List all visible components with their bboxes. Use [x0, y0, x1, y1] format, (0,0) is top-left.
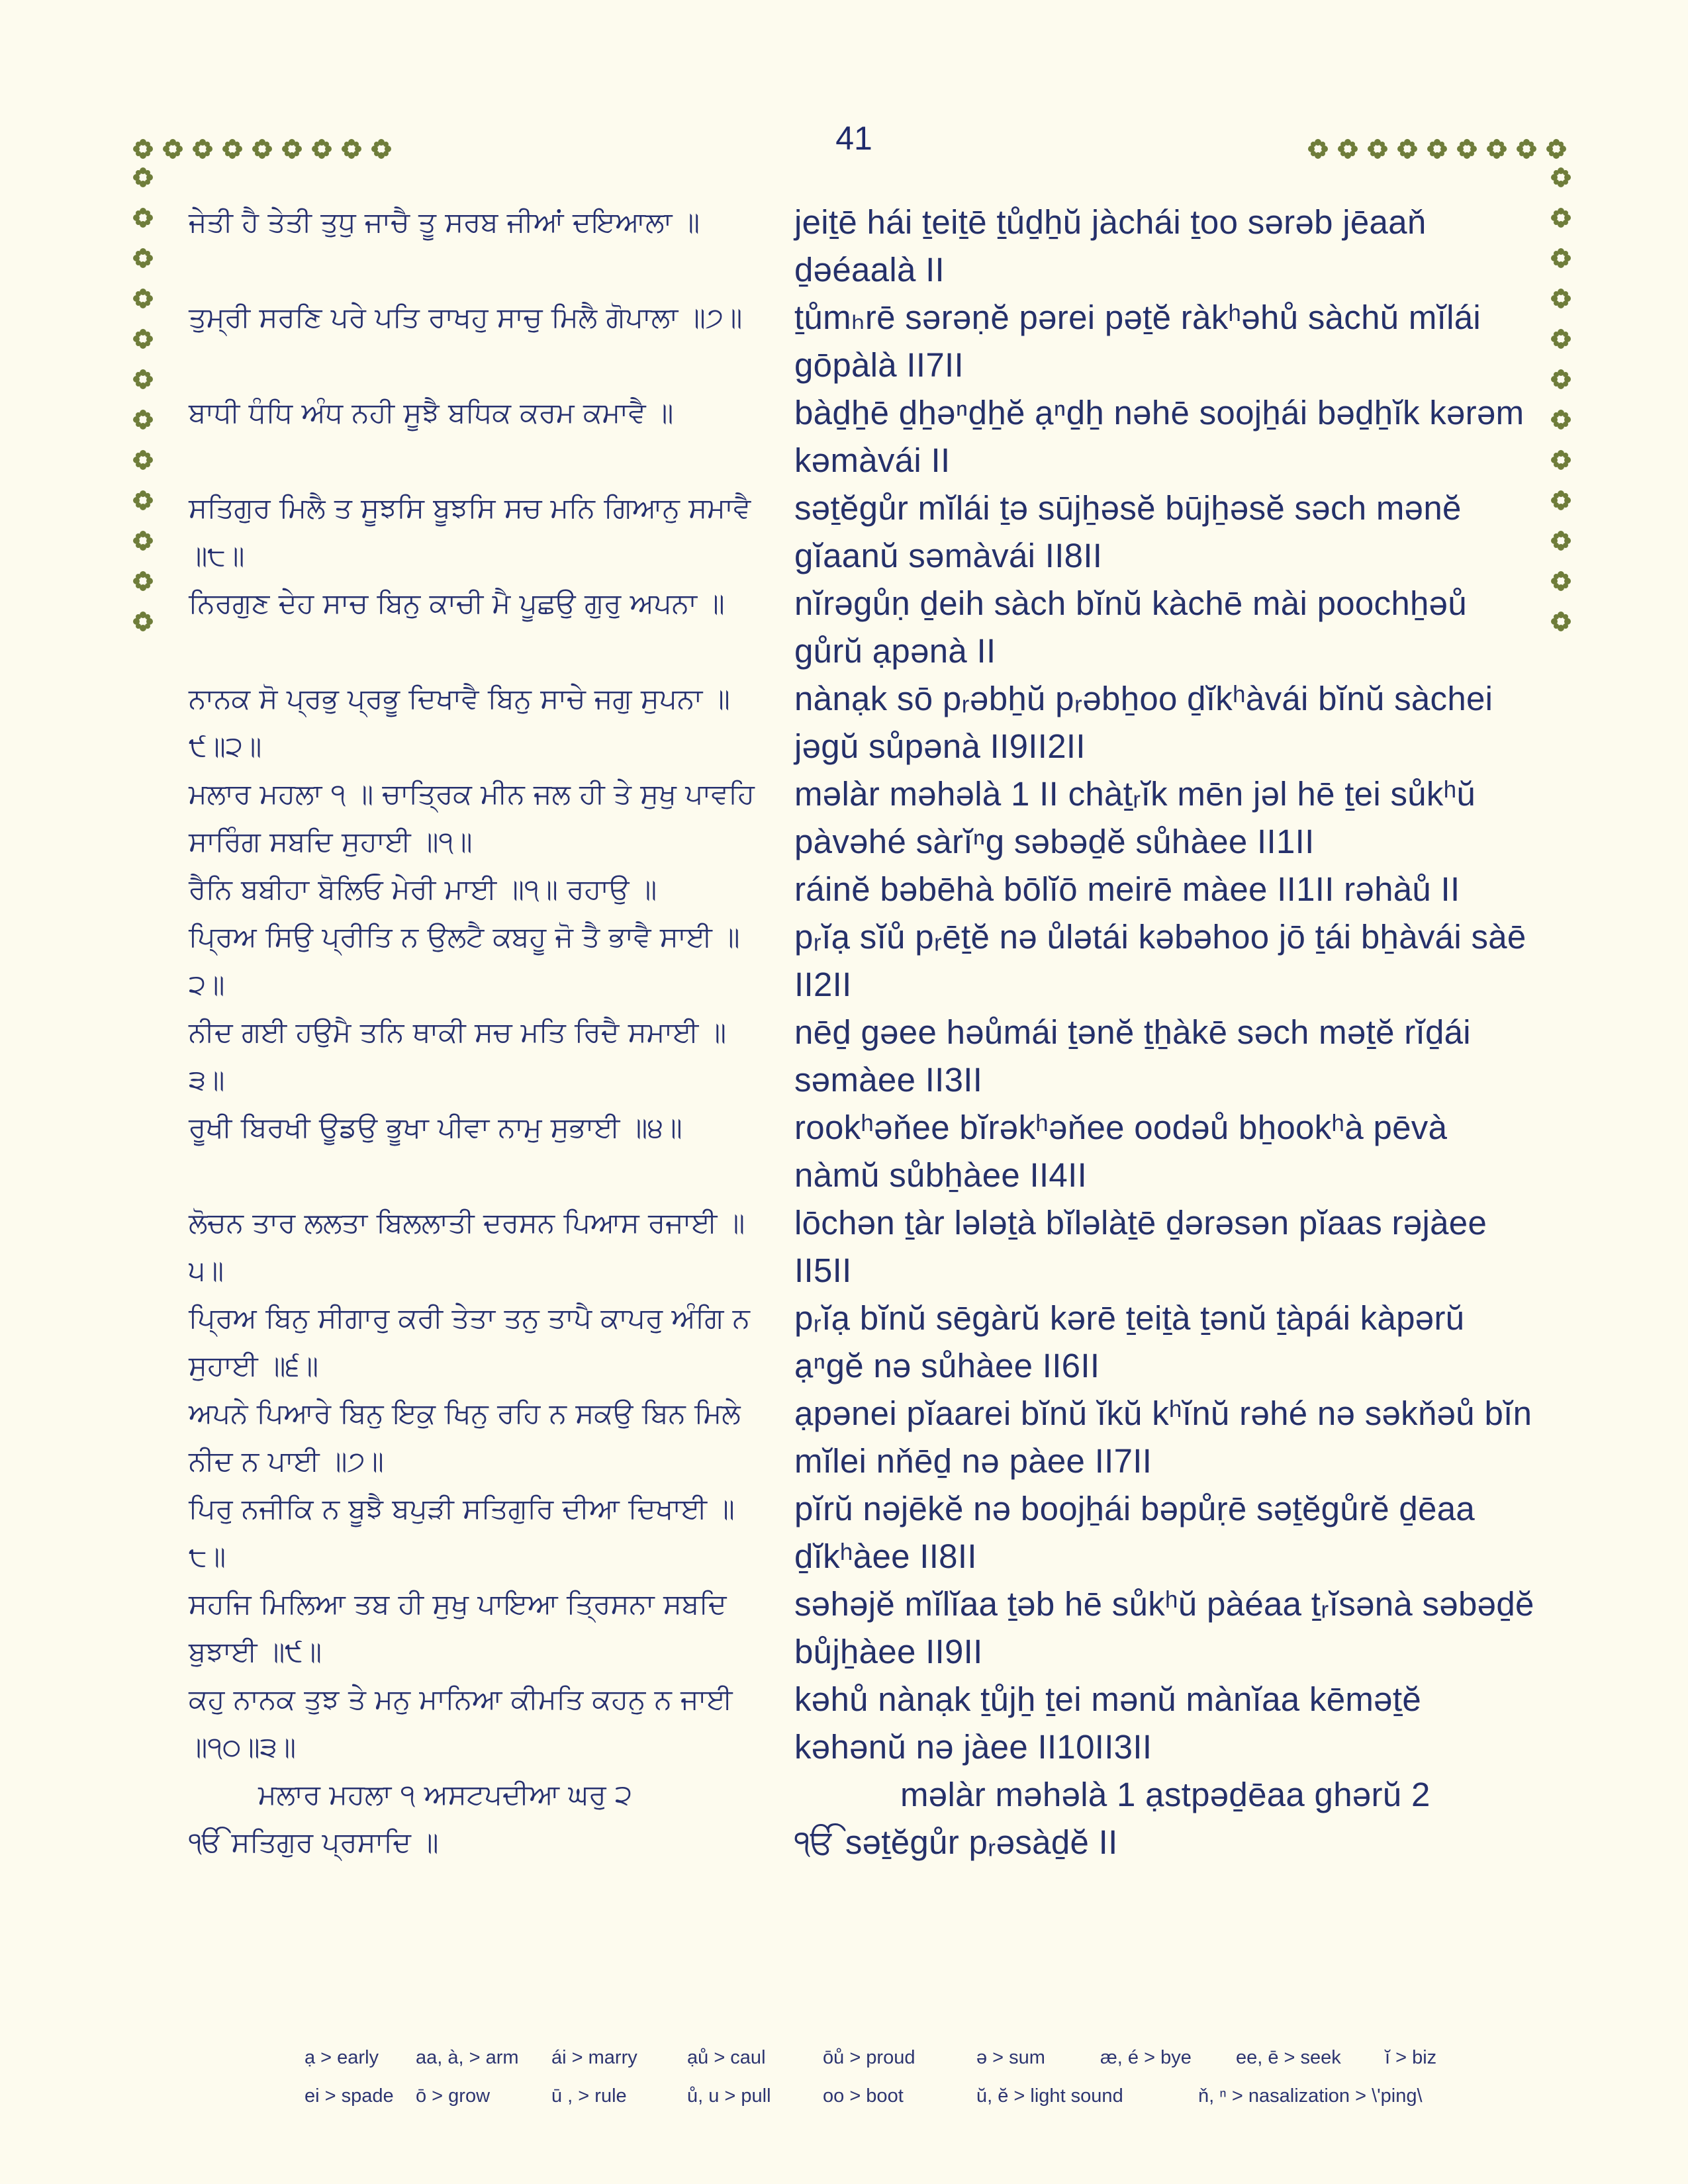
- verse-row: [189, 1485, 1539, 1580]
- flower-icon: [132, 167, 154, 188]
- flower-icon: [1550, 449, 1571, 471]
- flower-icon: [132, 530, 154, 551]
- verse-gurmukhi: ਸਹਜਿ ਮਿਲਿਆ ਤਬ ਹੀ ਸੁਖੁ ਪਾਇਆ ਤ੍ਰਿਸਨਾ ਸਬਦਿ ਬੁਝਾਈ ॥੯॥: [189, 1588, 727, 1668]
- legend-entry: ĭ > biz: [1385, 2046, 1437, 2068]
- flower-icon: [1550, 167, 1571, 188]
- flower-icon: [132, 288, 154, 309]
- legend-row-2: [305, 2077, 1436, 2115]
- verse-gurmukhi: ਰੂਖੀ ਬਿਰਖੀ ਊਡਉ ਭੂਖਾ ਪੀਵਾ ਨਾਮੁ ਸੁਭਾਈ ॥੪॥: [189, 1111, 682, 1144]
- verse-gurmukhi: ਨੀਦ ਗਈ ਹਉਮੈ ਤਨਿ ਥਾਕੀ ਸਚ ਮਤਿ ਰਿਦੈ ਸਮਾਈ ॥੩॥: [189, 1016, 727, 1096]
- flower-icon: [1337, 138, 1358, 159]
- legend-row-1: [305, 2038, 1436, 2077]
- verse-row: [189, 294, 1539, 389]
- flower-icon: [1486, 138, 1507, 159]
- verse-transliteration: ạpənei pĭaarei bĭnŭ ĭkŭ kʰĭnŭ rəhé nə səkňəů bĭn mĭlei nňēḏ nə pàee II7II: [794, 1394, 1532, 1480]
- verse-row: [189, 675, 1539, 770]
- verse-gurmukhi: ਅਪਨੇ ਪਿਆਰੇ ਬਿਨੁ ਇਕੁ ਖਿਨੁ ਰਹਿ ਨ ਸਕਉ ਬਿਨ ਮਿਲੇ ਨੀਦ ਨ ਪਾਈ ॥੭॥: [189, 1397, 741, 1477]
- verse-row: [189, 484, 1539, 580]
- verse-gurmukhi: ਪ੍ਰਿਅ ਬਿਨੁ ਸੀਗਾਰੁ ਕਰੀ ਤੇਤਾ ਤਨੁ ਤਾਪੈ ਕਾਪਰੁ ਅੰਗਿ ਨ ਸੁਹਾਈ ॥੬॥: [189, 1302, 750, 1382]
- verse-gurmukhi: ਸਤਿਗੁਰ ਮਿਲੈ ਤ ਸੂਝਸਿ ਬੂਝਸਿ ਸਚ ਮਨਿ ਗਿਆਨੁ ਸਮਾਵੈ ॥੮॥: [189, 492, 751, 572]
- verse-row: [189, 389, 1539, 484]
- verse-gurmukhi: ਤੁਮ੍ਰੀ ਸਰਣਿ ਪਰੇ ਪਤਿ ਰਾਖਹੁ ਸਾਚੁ ਮਿਲੈ ਗੋਪਾਲਾ ॥੭॥: [189, 301, 743, 334]
- verse-transliteration: səhəjĕ mĭlĭaa ṯəb hē sůkʰŭ pàéaa ṯᵣĭsənà səbəḏĕ bůjẖàee II9II: [794, 1585, 1534, 1670]
- verse-transliteration: lōchən ṯàr lələṯà bĭləlàṯē ḏərəsən pĭaas rəjàee II5II: [794, 1204, 1487, 1289]
- legend-entry: ái > marry: [551, 2046, 637, 2068]
- legend-entry: ei > spade: [305, 2085, 394, 2107]
- verse-transliteration: pĭrŭ nəjēkĕ nə boojẖái bəpůṛē səṯĕgůrĕ ḏēaa ḏĭkʰàee II8II: [794, 1490, 1476, 1575]
- legend-entry: ạů > caul: [687, 2046, 766, 2068]
- verse-gurmukhi: ਕਹੁ ਨਾਨਕ ਤੁਝ ਤੇ ਮਨੁ ਮਾਨਿਆ ਕੀਮਤਿ ਕਹਨੁ ਨ ਜਾਈ ॥੧੦॥੩॥: [189, 1683, 733, 1763]
- flower-icon: [1367, 138, 1388, 159]
- legend-entry: æ, é > bye: [1100, 2046, 1192, 2068]
- section-heading-gurmukhi: ਮਲਾਰ ਮਹਲਾ ੧ ਅਸਟਪਦੀਆ ਘਰੁ ੨: [258, 1778, 633, 1811]
- invocation-gurmukhi: ੴ ਸਤਿਗੁਰ ਪ੍ਰਸਾਦਿ ॥: [189, 1826, 439, 1858]
- flower-icon: [252, 138, 273, 159]
- verse-row: [189, 580, 1539, 675]
- legend-entry: ū , > rule: [551, 2085, 627, 2107]
- verse-transliteration: səṯĕgůr mĭlái ṯə sūjẖəsĕ būjẖəsĕ səch mənĕ gĭaanŭ səmàvái II8II: [794, 489, 1462, 574]
- flower-icon: [1550, 530, 1571, 551]
- verse-transliteration: nĭrəgůṇ ḏeih sàch bĭnŭ kàchē mài poochẖəů gůrŭ ạpənà II: [794, 584, 1468, 670]
- flower-icon: [341, 138, 362, 159]
- flower-icon: [132, 248, 154, 269]
- section-heading-transliteration: məlàr məhəlà 1 ạstpəḏēaa ghərŭ 2: [900, 1776, 1430, 1813]
- verse-transliteration: pᵣĭạ bĭnŭ sēgàrŭ kərē ṯeiṯà ṯənŭ ṯàpái kàpərŭ ạⁿgĕ nə sůhàee II6II: [794, 1299, 1465, 1385]
- flower-icon: [1550, 611, 1571, 632]
- legend-entry: ạ > early: [305, 2046, 379, 2068]
- legend-entry: ň, ⁿ > nasalization > \'ping\: [1198, 2085, 1423, 2107]
- flower-icon: [1456, 138, 1477, 159]
- legend-entry: ōů > proud: [823, 2046, 915, 2068]
- verse-row: [189, 1104, 1539, 1199]
- verse-gurmukhi: ਮਲਾਰ ਮਹਲਾ ੧ ॥ ਚਾਤ੍ਰਿਕ ਮੀਨ ਜਲ ਹੀ ਤੇ ਸੁਖੁ ਪਾਵਹਿ ਸਾਰਿੰਗ ਸਬਦਿ ਸੁਹਾਈ ॥੧॥: [189, 778, 755, 858]
- flower-icon: [1307, 138, 1329, 159]
- flower-icon: [1550, 570, 1571, 592]
- flower-icon: [1550, 288, 1571, 309]
- verse-gurmukhi: ਜੇਤੀ ਹੈ ਤੇਤੀ ਤੁਧੁ ਜਾਚੈ ਤੂ ਸਰਬ ਜੀਆਂ ਦਇਆਲਾ ॥: [189, 206, 700, 238]
- verse-gurmukhi: ਨਿਰਗੁਣ ਦੇਹ ਸਾਚ ਬਿਨੁ ਕਾਚੀ ਮੈ ਪੂਛਉ ਗੁਰੁ ਅਪਨਾ ॥: [189, 587, 725, 619]
- verse-transliteration: jeiṯē hái ṯeiṯē ṯůḏẖŭ jàchái ṯoo sərəb jēaaň ḏəéaalà II: [794, 203, 1427, 289]
- verse-transliteration: bàḏẖē ḏẖəⁿḏẖĕ ạⁿḏẖ nəhē soojẖái bəḏẖĭk kərəm kəmàvái II: [794, 394, 1524, 479]
- flower-icon: [132, 570, 154, 592]
- legend-entry: ŭ, ĕ > light sound: [976, 2085, 1123, 2107]
- flower-icon: [281, 138, 303, 159]
- verse-gurmukhi: ਪ੍ਰਿਅ ਸਿਉ ਪ੍ਰੀਤਿ ਨ ਉਲਟੈ ਕਬਹੂ ਜੋ ਤੈ ਭਾਵੈ ਸਾਈ ॥੨॥: [189, 921, 740, 1001]
- verse-row: [189, 1676, 1539, 1771]
- legend-entry: ō > grow: [416, 2085, 491, 2107]
- flower-border-top-left: [132, 138, 392, 159]
- flower-icon: [132, 490, 154, 511]
- flower-icon: [132, 611, 154, 632]
- verse-row: [189, 1295, 1539, 1390]
- flower-icon: [132, 138, 154, 159]
- verse-transliteration: nànạk sō pᵣəbẖŭ pᵣəbẖoo ḏĭkʰàvái bĭnŭ sàchei jəgŭ sůpənà II9II2II: [794, 680, 1493, 765]
- flower-icon: [162, 138, 183, 159]
- legend-entry: aa, à, > arm: [416, 2046, 519, 2068]
- flower-icon: [1427, 138, 1448, 159]
- invocation-transliteration: ੴ səṯĕgůr pᵣəsàḏĕ II: [794, 1823, 1118, 1861]
- verse-transliteration: ṯůmₕrē sərəṇĕ pərei pəṯĕ ràkʰəhů sàchŭ mĭlái gōpàlà II7II: [794, 298, 1481, 384]
- flower-icon: [222, 138, 243, 159]
- verse-row: [189, 1580, 1539, 1676]
- flower-icon: [132, 207, 154, 228]
- flower-icon: [371, 138, 392, 159]
- flower-icon: [132, 449, 154, 471]
- verse-gurmukhi: ਨਾਨਕ ਸੋ ਪ੍ਰਭੁ ਪ੍ਰਭੂ ਦਿਖਾਵੈ ਬਿਨੁ ਸਾਚੇ ਜਗੁ ਸੁਪਨਾ ॥੯॥੨॥: [189, 682, 730, 762]
- flower-icon: [192, 138, 213, 159]
- flower-icon: [132, 328, 154, 349]
- verse-transliteration: məlàr məhəlà 1 II chàṯᵣĭk mēn jəl hē ṯei sůkʰŭ pàvəhé sàrĭⁿg səbəḏĕ sůhàee II1II: [794, 775, 1476, 860]
- legend-entry: oo > boot: [823, 2085, 904, 2107]
- verse-transliteration: pᵣĭạ sĭů pᵣēṯĕ nə ůlətái kəbəhoo jō ṯái bẖàvái sàē II2II: [794, 918, 1526, 1003]
- verse-row: [189, 770, 1539, 866]
- flower-border-left: [132, 167, 154, 632]
- legend-entry: ee, ē > seek: [1236, 2046, 1341, 2068]
- verse-gurmukhi: ਬਾਧੀ ਧੰਧਿ ਅੰਧ ਨਹੀ ਸੂਝੈ ਬਧਿਕ ਕਰਮ ਕਮਾਵੈ ॥: [189, 396, 674, 429]
- verse-table: [189, 199, 1539, 1866]
- flower-icon: [1550, 328, 1571, 349]
- pronunciation-legend: [305, 2038, 1436, 2115]
- legend-entry: ů, u > pull: [687, 2085, 771, 2107]
- verse-gurmukhi: ਰੈਨਿ ਬਬੀਹਾ ਬੋਲਿਓ ਮੇਰੀ ਮਾਈ ॥੧॥ ਰਹਾਉ ॥: [189, 873, 657, 905]
- flower-icon: [1397, 138, 1418, 159]
- flower-border-top-right: [1307, 138, 1567, 159]
- flower-icon: [311, 138, 332, 159]
- flower-icon: [1550, 207, 1571, 228]
- flower-icon: [132, 369, 154, 390]
- verse-gurmukhi: ਪਿਰੁ ਨਜੀਕਿ ਨ ਬੂਝੈ ਬਪੁੜੀ ਸਤਿਗੁਰਿ ਦੀਆ ਦਿਖਾਈ ॥੮॥: [189, 1492, 735, 1572]
- verse-transliteration: rookʰəňee bĭrəkʰəňee oodəů bẖookʰà pēvà nàmŭ sůbẖàee II4II: [794, 1109, 1448, 1194]
- verse-row: [189, 199, 1539, 294]
- flower-icon: [1550, 409, 1571, 430]
- page-number: 41: [835, 120, 872, 157]
- verse-row: [189, 1390, 1539, 1485]
- flower-icon: [1550, 248, 1571, 269]
- legend-entry: ə > sum: [976, 2046, 1045, 2068]
- verse-transliteration: kəhů nànạk ṯůjẖ ṯei mənŭ mànĭaa kēməṯĕ kəhənŭ nə jàee II10II3II: [794, 1680, 1421, 1766]
- flower-icon: [1546, 138, 1567, 159]
- section-heading-row: [189, 1771, 1539, 1819]
- flower-icon: [132, 409, 154, 430]
- flower-icon: [1550, 490, 1571, 511]
- invocation-row: [189, 1819, 1539, 1866]
- verse-row: [189, 866, 1539, 913]
- flower-icon: [1516, 138, 1537, 159]
- verse-row: [189, 913, 1539, 1009]
- flower-border-right: [1550, 167, 1571, 632]
- verse-transliteration: ráinĕ bəbēhà bōlĭō meirē màee II1II rəhàů II: [794, 870, 1460, 908]
- verse-transliteration: nēḏ gəee həůmái ṯənĕ ṯẖàkē səch məṯĕ rĭḏái səmàee II3II: [794, 1013, 1471, 1099]
- flower-icon: [1550, 369, 1571, 390]
- verse-row: [189, 1199, 1539, 1295]
- verse-row: [189, 1009, 1539, 1104]
- verse-gurmukhi: ਲੋਚਨ ਤਾਰ ਲਲਤਾ ਬਿਲਲਾਤੀ ਦਰਸਨ ਪਿਆਸ ਰਜਾਈ ॥੫॥: [189, 1206, 745, 1287]
